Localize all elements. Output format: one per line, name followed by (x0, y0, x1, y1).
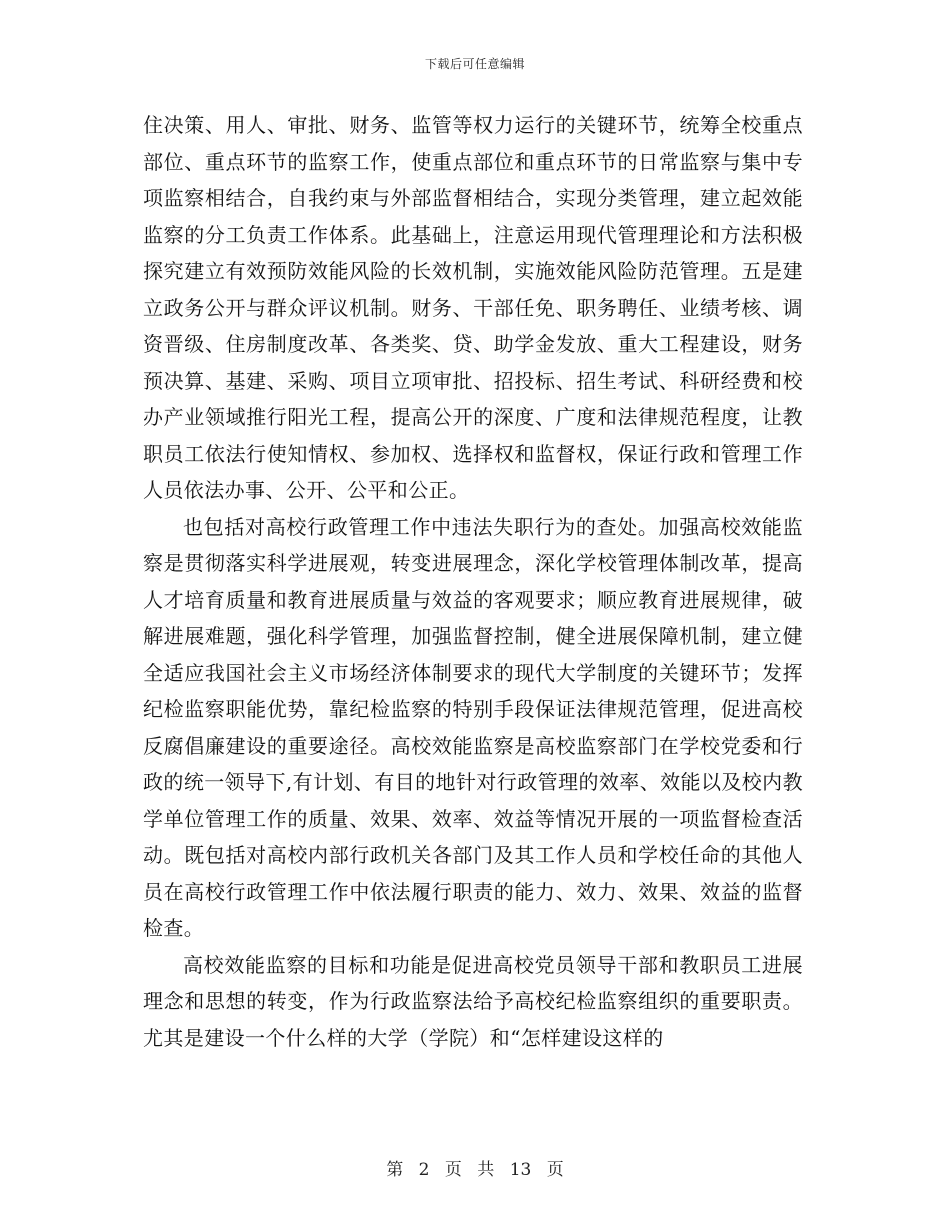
footer-page-word: 页 (444, 1160, 462, 1180)
document-body (143, 107, 803, 1056)
footer-suffix: 页 (546, 1160, 564, 1180)
footer-current-page: 2 (418, 1160, 430, 1180)
paragraph-2: 也包括对高校行政管理工作中违法失职行为的查处。加强高校效能监察是贯彻落实科学进展观，转变进展理念，深化学校管理体制改革，提高人才培育质量和教育进展质量与效益的客观要求；顺应教育进展规律，破解进展难题，强化科学管理，加强监督控制，健全进展保障机制，建立健全适应我国社会主义市场经济体制要求的现代大学制度的关键环节；发挥纪检监察职能优势，靠纪检监察的特别手段保证法律规范管理，促进高校反腐倡廉建设的重要途径。高校效能监察是高校监察部门在学校党委和行政的统一领导下,有计划、有目的地针对行政管理的效率、效能以及校内教学单位管理工作的质量、效果、效率、效益等情况开展的一项监督检查活动。既包括对高校内部行政机关各部门及其工作人员和学校任命的其他人员在高校行政管理工作中依法履行职责的能力、效力、效果、效益的监督检查。 (143, 514, 803, 940)
paragraph-3: 高校效能监察的目标和功能是促进高校党员领导干部和教职员工进展理念和思想的转变，作为行政监察法给予高校纪检监察组织的重要职责。尤其是建设一个什么样的大学（学院）和“怎样建设这样的 (143, 952, 803, 1050)
page-header: 下载后可任意编辑 (424, 57, 525, 71)
footer-prefix: 第 (386, 1160, 404, 1180)
paragraph-1: 住决策、用人、审批、财务、监管等权力运行的关键环节，统筹全校重点部位、重点环节的监察工作，使重点部位和重点环节的日常监察与集中专项监察相结合，自我约束与外部监督相结合，实现分类管理，建立起效能监察的分工负责工作体系。此基础上，注意运用现代管理理论和方法积极探究建立有效预防效能风险的长效机制，实施效能风险防范管理。五是建立政务公开与群众评议机制。财务、干部任免、职务聘任、业绩考核、调资晋级、住房制度改革、各类奖、贷、助学金发放、重大工程建设，财务预决算、基建、采购、项目立项审批、招投标、招生考试、科研经费和校办产业领域推行阳光工程，提高公开的深度、广度和法律规范程度，让教职员工依法行使知情权、参加权、选择权和监督权，保证行政和管理工作人员依法办事、公开、公平和公正。 (143, 113, 803, 502)
footer-total-pages: 13 (509, 1160, 532, 1180)
footer-total-word: 共 (477, 1160, 495, 1180)
page-footer (0, 1155, 950, 1180)
